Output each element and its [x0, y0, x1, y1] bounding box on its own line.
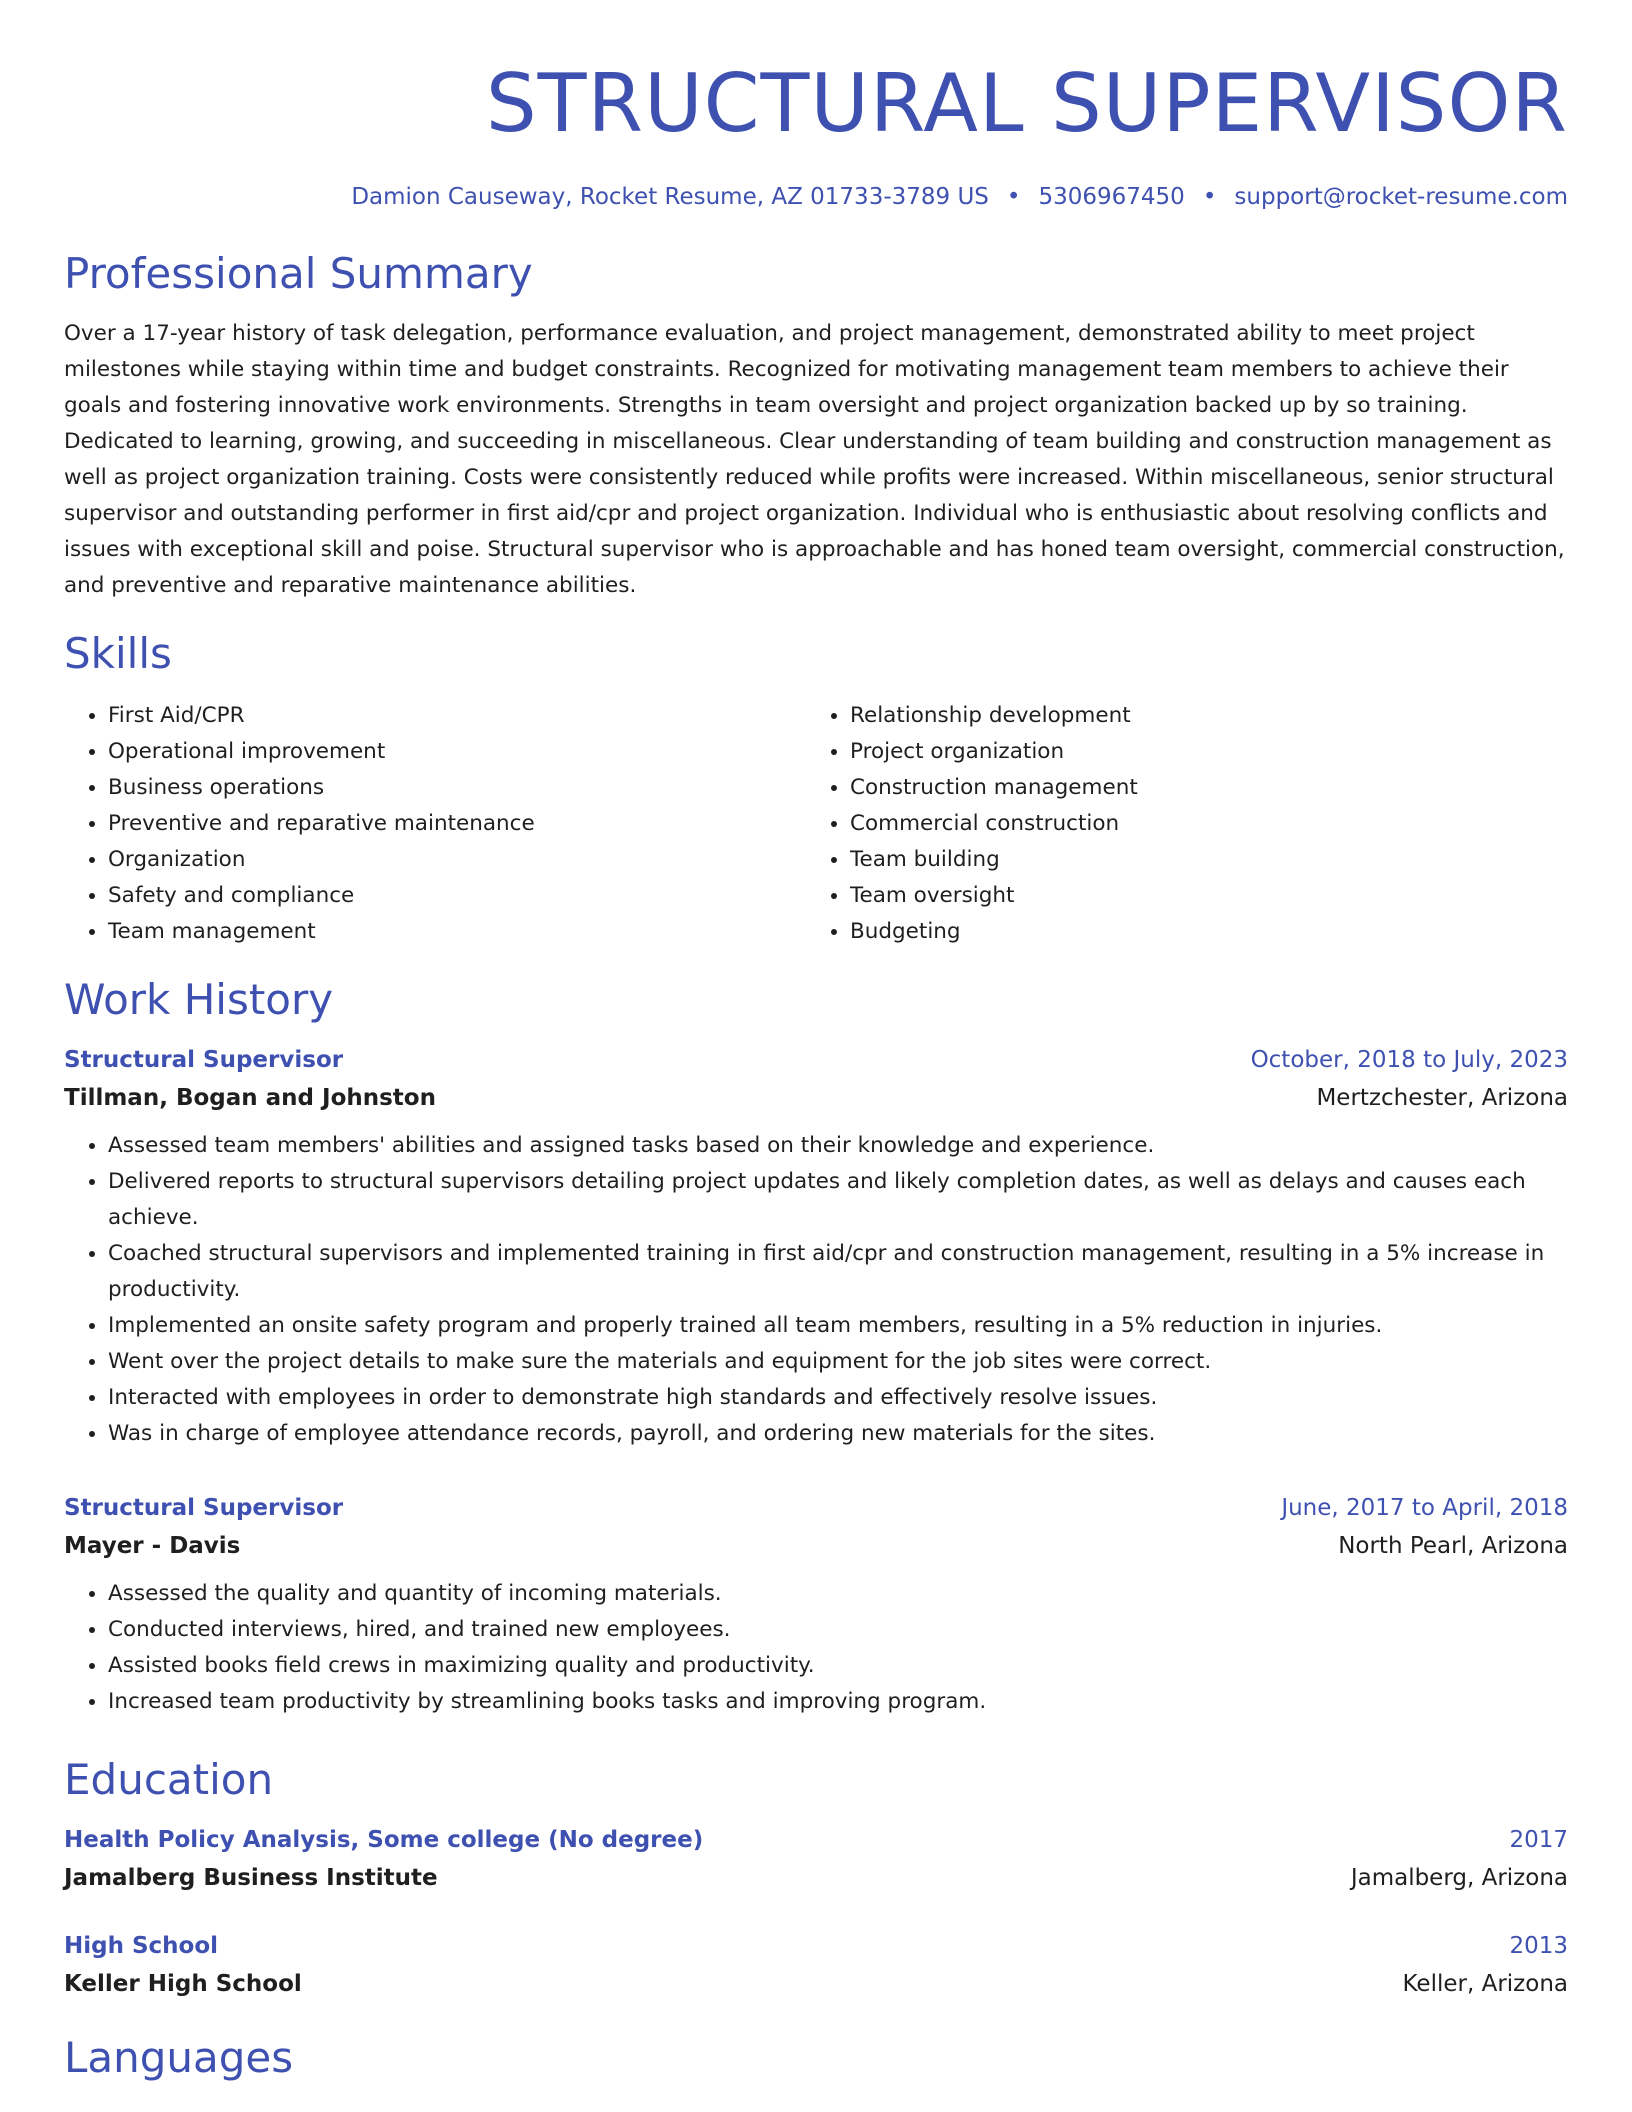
job-bullets	[64, 1128, 1568, 1452]
skill-item: • Commercial construction	[850, 806, 1568, 842]
summary-text: Over a 17-year history of task delegation, performance evaluation, and project management, demonstrated ability to meet project milestones while staying within time and budget constraints. Recognized for motivating management team members to achieve their goals and fostering innovative work environments. Strengths in team oversight and project organization backed up by so training. Dedicated to learning, growing, and succeeding in miscellaneous. Clear understanding of team building and construction management as well as project organization training. Costs were consistently reduced while profits were increased. Within miscellaneous, senior structural supervisor and outstanding performer in first aid/cpr and project organization. Individual who is enthusiastic about resolving conflicts and issues with exceptional skill and poise. Structural supervisor who is approachable and has honed team oversight, commercial construction, and preventive and reparative maintenance abilities.	[64, 321, 1565, 598]
skill-item: • Team management	[108, 914, 806, 950]
job-bullet: • Conducted interviews, hired, and trained new employees.	[108, 1612, 1568, 1648]
skill-item: • Team oversight	[850, 878, 1568, 914]
job-dates: October, 2018 to July, 2023	[1250, 1047, 1568, 1073]
education-entry	[64, 1822, 1568, 1898]
education-year: 2017	[1509, 1827, 1568, 1853]
skill-item: • Budgeting	[850, 914, 1568, 950]
education-degree: Health Policy Analysis, Some college (No degree)	[64, 1827, 704, 1853]
languages-heading: Languages	[64, 2033, 294, 2082]
education-location: Jamalberg, Arizona	[1350, 1865, 1568, 1891]
job-bullet: • Coached structural supervisors and implemented training in first aid/cpr and construction management, resulting in a 5% increase in productivity.	[108, 1236, 1568, 1308]
job-entry	[64, 1490, 1568, 1720]
resume-title: STRUCTURAL SUPERVISOR	[485, 57, 1568, 150]
job-location: Mertzchester, Arizona	[1316, 1085, 1568, 1111]
job-entry	[64, 1042, 1568, 1452]
skill-item: • Organization	[108, 842, 806, 878]
skills-list	[64, 698, 1568, 950]
education-entry	[64, 1928, 1568, 2004]
skill-item: • Preventive and reparative maintenance	[108, 806, 806, 842]
job-location: North Pearl, Arizona	[1338, 1533, 1568, 1559]
skills-column-left	[64, 698, 806, 950]
education-heading: Education	[64, 1755, 274, 1804]
job-bullet: • Increased team productivity by streamlining books tasks and improving program.	[108, 1684, 1568, 1720]
education-year: 2013	[1509, 1933, 1568, 1959]
skill-item: • Project organization	[850, 734, 1568, 770]
education-school: Jamalberg Business Institute	[64, 1865, 438, 1891]
job-company: Tillman, Bogan and Johnston	[64, 1085, 436, 1111]
work-history-heading: Work History	[64, 975, 334, 1024]
skill-item: • Relationship development	[850, 698, 1568, 734]
skills-column-right	[806, 698, 1568, 950]
job-bullet: • Went over the project details to make sure the materials and equipment for the job sites were correct.	[108, 1344, 1568, 1380]
education-school: Keller High School	[64, 1971, 302, 1997]
contact-separator: •	[1006, 184, 1021, 210]
contact-line	[64, 182, 1568, 212]
skills-heading: Skills	[64, 629, 172, 678]
job-bullet: • Assessed the quality and quantity of incoming materials.	[108, 1576, 1568, 1612]
job-bullet: • Interacted with employees in order to demonstrate high standards and effectively resolve issues.	[108, 1380, 1568, 1416]
contact-address: Damion Causeway, Rocket Resume, AZ 01733-3789 US	[351, 184, 989, 210]
job-bullet: • Was in charge of employee attendance records, payroll, and ordering new materials for the sites.	[108, 1416, 1568, 1452]
job-company: Mayer - Davis	[64, 1533, 241, 1559]
contact-email[interactable]: support@rocket-resume.com	[1234, 184, 1568, 210]
job-bullet: • Delivered reports to structural supervisors detailing project updates and likely completion dates, as well as delays and causes each achieve.	[108, 1164, 1568, 1236]
skill-item: • Construction management	[850, 770, 1568, 806]
skill-item: • First Aid/CPR	[108, 698, 806, 734]
job-bullet: • Assessed team members' abilities and assigned tasks based on their knowledge and experience.	[108, 1128, 1568, 1164]
skill-item: • Safety and compliance	[108, 878, 806, 914]
summary-heading: Professional Summary	[64, 249, 533, 298]
skill-item: • Team building	[850, 842, 1568, 878]
job-dates: June, 2017 to April, 2018	[1281, 1495, 1568, 1521]
job-bullet: • Assisted books field crews in maximizing quality and productivity.	[108, 1648, 1568, 1684]
skill-item: • Business operations	[108, 770, 806, 806]
contact-separator: •	[1202, 184, 1217, 210]
education-location: Keller, Arizona	[1402, 1971, 1568, 1997]
job-bullet: • Implemented an onsite safety program and properly trained all team members, resulting in a 5% reduction in injuries.	[108, 1308, 1568, 1344]
contact-phone: 5306967450	[1038, 184, 1185, 210]
education-degree: High School	[64, 1933, 219, 1959]
job-bullets	[64, 1576, 1568, 1720]
skill-item: • Operational improvement	[108, 734, 806, 770]
job-title: Structural Supervisor	[64, 1495, 344, 1521]
job-title: Structural Supervisor	[64, 1047, 344, 1073]
